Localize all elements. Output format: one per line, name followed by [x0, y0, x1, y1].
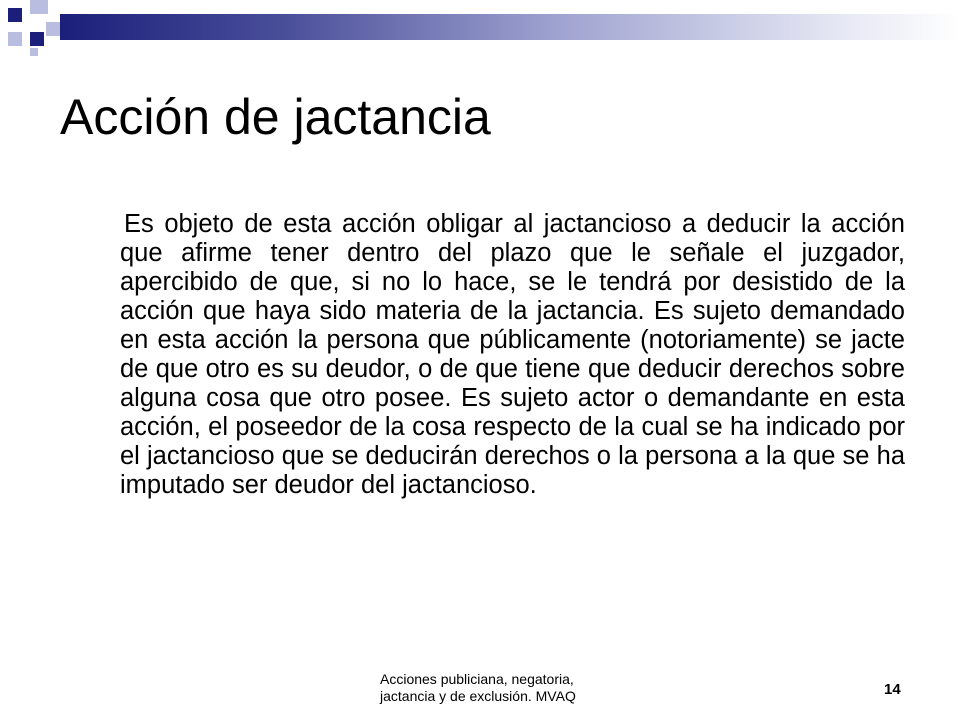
decorative-square: [30, 0, 48, 14]
decorative-square: [8, 32, 22, 46]
decorative-square: [46, 22, 60, 36]
page-number: 14: [884, 681, 901, 698]
decorative-square: [30, 48, 38, 56]
slide-footer: [380, 671, 680, 705]
slide-body-text: Es objeto de esta acción obligar al jactancioso a deducir la acción que afirme tener dentro del plazo que le señale el juzgador, apercibido de que, si no lo hace, se le tendrá por desistido de la acción que haya sido materia de la jactancia. Es sujeto demandado en esta acción la persona que públicamente (notoriamente) se jacte de que otro es su deudor, o de que tiene que deducir derechos sobre alguna cosa que otro posee. Es sujeto actor o demandante en esta acción, el poseedor de la cosa respecto de la cual se ha indicado por el jactancioso que se deducirán derechos o la persona a la que se ha imputado ser deudor del jactancioso.: [120, 210, 905, 499]
decorative-square: [30, 32, 44, 46]
footer-line: jactancia y de exclusión. MVAQ: [380, 688, 576, 704]
decorative-square: [8, 8, 22, 22]
slide-title: Acción de jactancia: [60, 89, 491, 145]
header-gradient-bar: [60, 14, 960, 40]
footer-line: Acciones publiciana, negatoria,: [380, 671, 574, 687]
